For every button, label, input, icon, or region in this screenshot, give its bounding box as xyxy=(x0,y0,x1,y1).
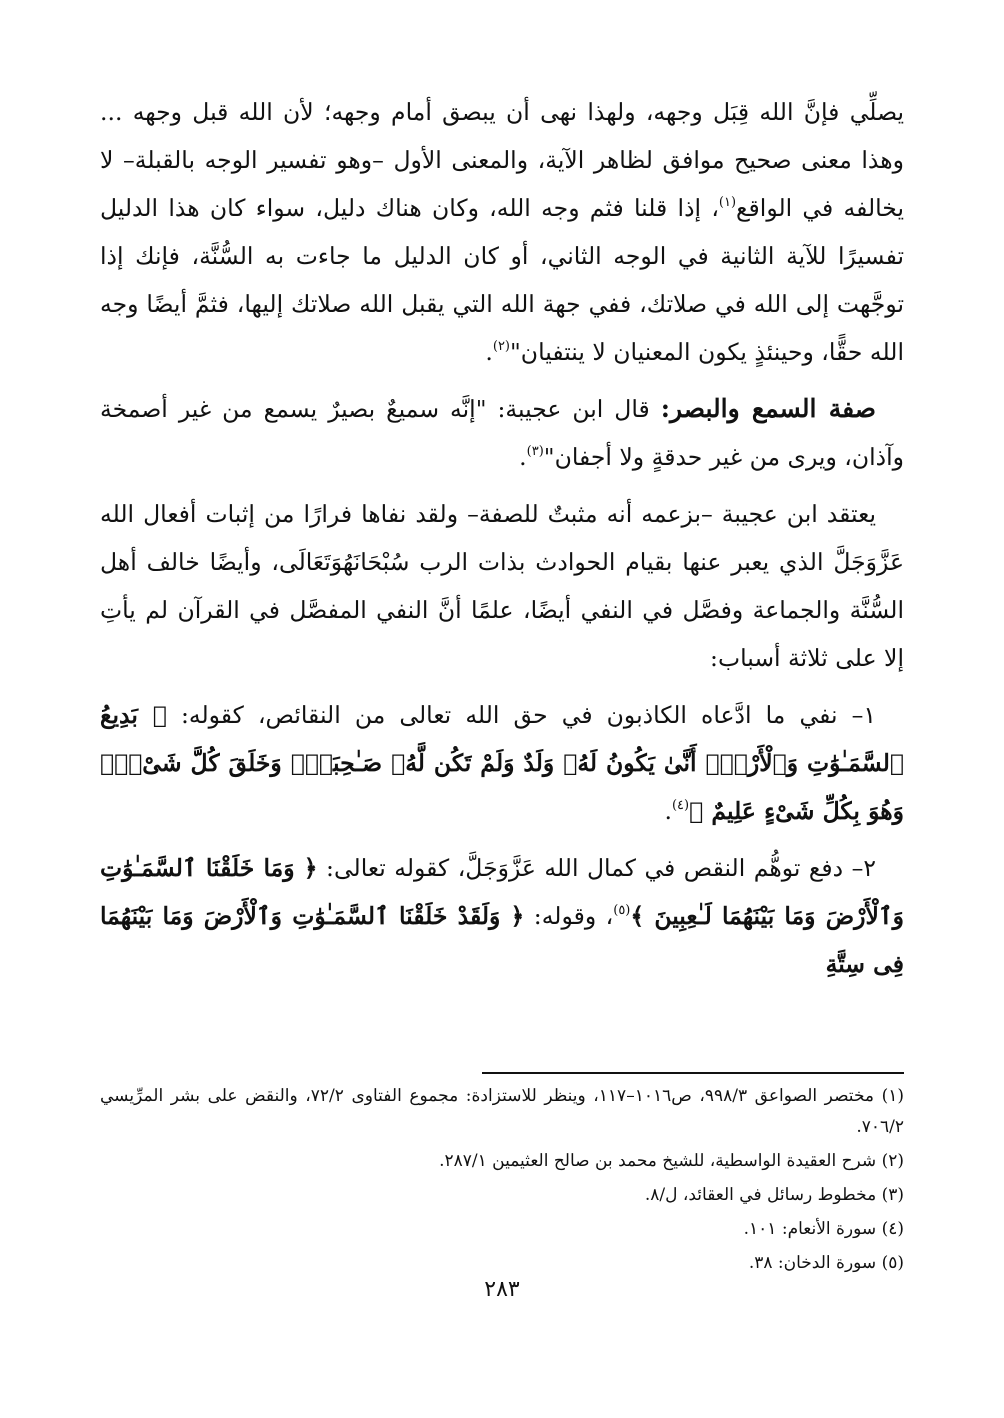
section-term: صفة السمع والبصر: xyxy=(660,394,876,423)
paragraph-2-end: . xyxy=(519,443,527,471)
paragraph-3 xyxy=(100,490,904,682)
paragraph-1-text-cont: ، إذا قلنا فثم وجه الله، وكان هناك دليل، سواء كان هذا الدليل تفسيرًا للآية الثانية في الوجه الثاني، أو كان الدليل ما جاءت به السُّنَّة، فإنك إذا توجَّهت إلى الله في صلاتك، ففي جهة الله التي يقبل الله صلاتك إليها، فثمَّ أيضًا وجه الله حقًّا، وحينئذٍ يكون المعنيان لا ينتفيان" xyxy=(100,194,904,366)
footnote-ref-2: (٢) xyxy=(492,339,510,354)
paragraph-1-text: يصلِّي فإنَّ الله قِبَل وجهه، ولهذا نهى أن يبصق أمام وجهه؛ لأن الله قبل وجهه ... وهذا معنى صحيح موافق لظاهر الآية، والمعنى الأول –وهو تفسير الوجه بالقبلة– لا يخالفه في الواقع xyxy=(100,98,904,222)
footnote-ref-5: (٥) xyxy=(613,903,631,918)
quran-verse-1: ﴿ بَدِيعُ ٱلسَّمَـٰوَٰتِ وَٱلْأَرْضِۖ أَنَّىٰ يَكُونُ لَهُۥ وَلَدٌ وَلَمْ تَكُن لَّهُۥ صَـٰحِبَةٌۖ وَخَلَقَ كُلَّ شَىْءٍۖ وَهُوَ بِكُلِّ شَىْءٍ عَلِيمٌ ﴾ xyxy=(100,701,904,825)
quran-verse-3: ﴿ وَلَقَدْ خَلَقْنَا ٱلسَّمَـٰوَٰتِ وَٱلْأَرْضَ وَمَا بَيْنَهُمَا فِى سِتَّةِ xyxy=(100,902,904,978)
paragraph-2-text: قال ابن عجيبة: "إنَّه سميعٌ بصيرٌ يسمع من غير أصمخة وآذان، ويرى من غير حدقةٍ ولا أجفان" xyxy=(100,395,904,471)
footnote-5: (٥) سورة الدخان: ٣٨. xyxy=(748,1253,904,1273)
quran-verse-2: ﴿ وَمَا خَلَقْنَا ٱلسَّمَـٰوَٰتِ وَٱلْأَرْضَ وَمَا بَيْنَهُمَا لَـٰعِبِينَ ﴾ xyxy=(100,854,904,930)
paragraph-2 xyxy=(100,385,904,481)
footnote-ref-4: (٤) xyxy=(671,798,690,813)
footnote-ref-1: (١) xyxy=(718,195,737,210)
paragraph-5 xyxy=(100,844,904,988)
paragraph-4-end: . xyxy=(664,797,672,825)
paragraph-5-mid: ، وقوله: xyxy=(524,902,614,930)
paragraph-3-text: يعتقد ابن عجيبة –بزعمه أنه مثبتٌ للصفة– ولقد نفاها فرارًا من إثبات أفعال الله عَزَّوَجَلَّ الذي يعبر عنها بقيام الحوادث بذات الرب سُبْحَانَهُوَتَعَالَى، وأيضًا خالف أهل السُّنَّة والجماعة وفصَّل في النفي أيضًا، علمًا أنَّ النفي المفصَّل في القرآن لم يأتِ إلا على ثلاثة أسباب: xyxy=(100,500,904,672)
paragraph-4 xyxy=(100,691,904,835)
paragraph-4-text: ١– نفي ما ادَّعاه الكاذبون في حق الله تعالى من النقائص، كقوله: xyxy=(166,701,876,729)
page-number: ٢٨٣ xyxy=(484,1277,520,1302)
footnote-2: (٢) شرح العقيدة الواسطية، للشيخ محمد بن صالح العثيمين ٢٨٧/١. xyxy=(439,1151,904,1171)
footnotes xyxy=(100,1081,904,1282)
footnote-4: (٤) سورة الأنعام: ١٠١. xyxy=(743,1219,904,1239)
paragraph-1-end: . xyxy=(485,338,493,366)
footnote-3: (٣) مخطوط رسائل في العقائد، ل/٨. xyxy=(644,1185,904,1205)
main-text xyxy=(100,88,904,997)
footnote-separator xyxy=(482,1072,904,1074)
footnote-1: (١) مختصر الصواعق ٩٩٨/٣، ص١٠١٦–١١٧، وينظر للاستزادة: مجموع الفتاوى ٧٢/٢، والنقض على بشر المرِّيسي ٧٠٦/٢. xyxy=(100,1086,904,1137)
paragraph-1 xyxy=(100,88,904,376)
paragraph-5-text: ٢– دفع توهُّم النقص في كمال الله عَزَّوَجَلَّ، كقوله تعالى: xyxy=(317,854,876,882)
footnote-ref-3: (٣) xyxy=(526,444,544,459)
